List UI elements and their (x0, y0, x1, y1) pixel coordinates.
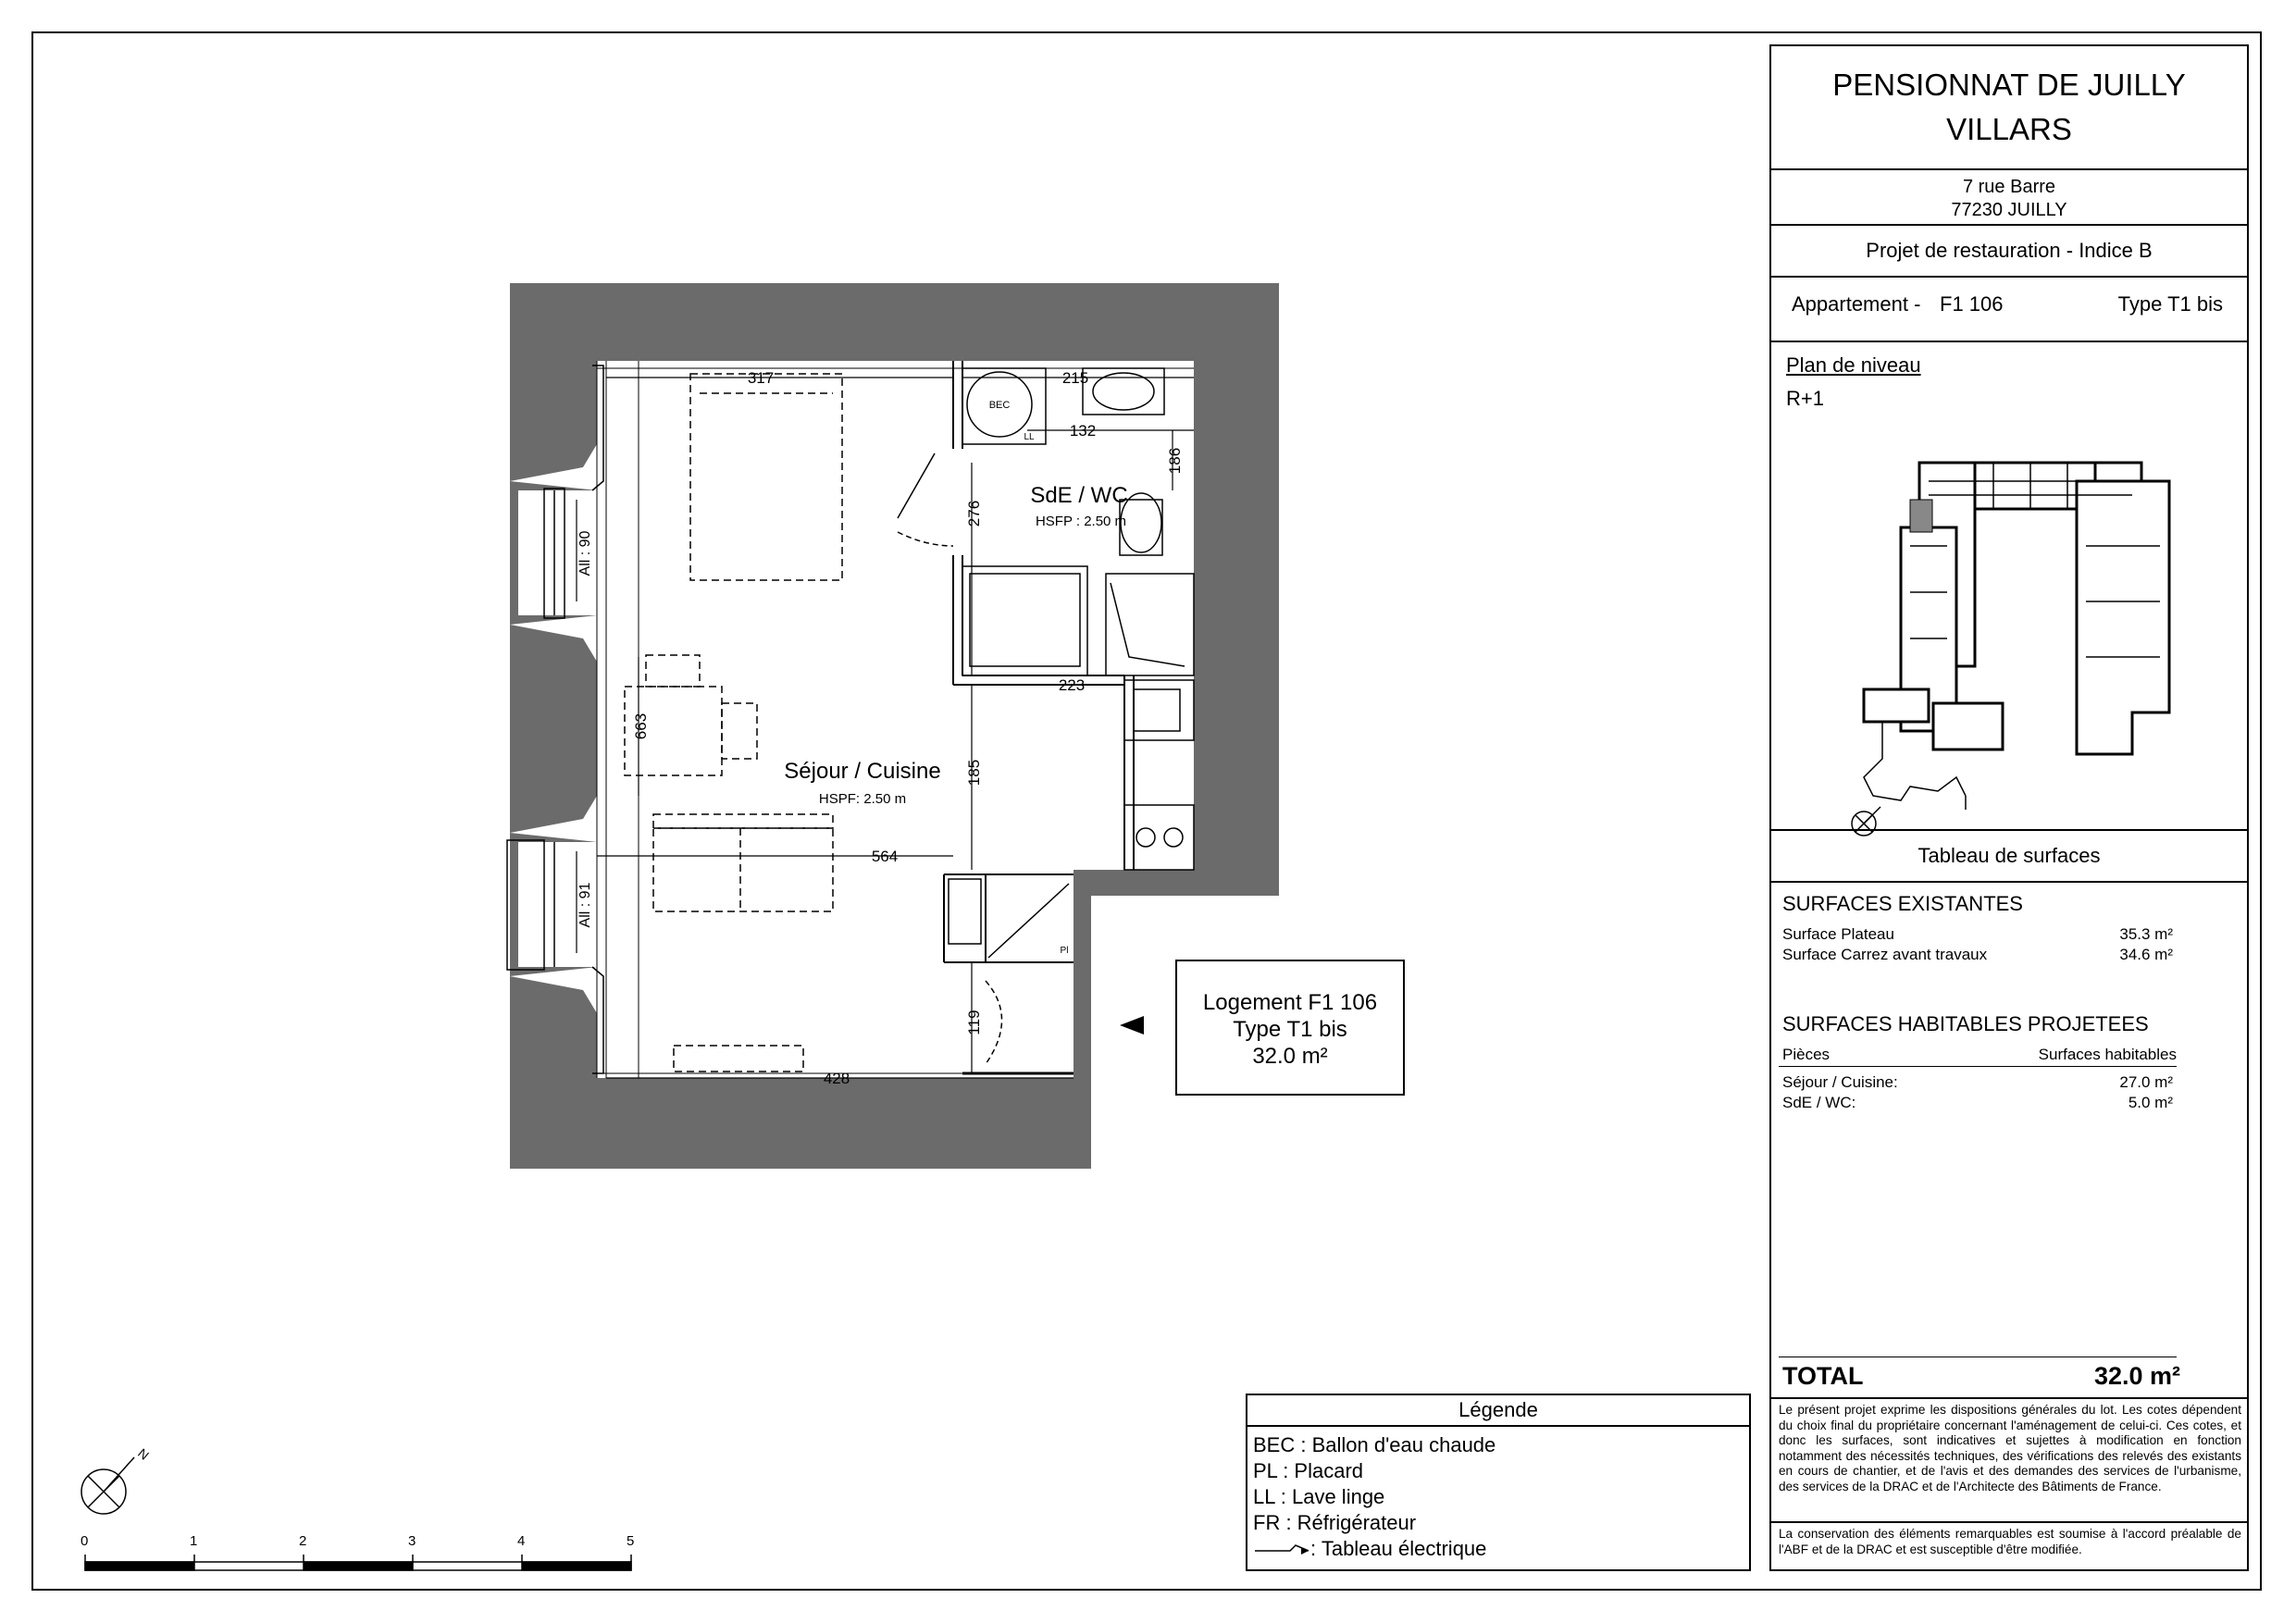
address-row (1771, 170, 2247, 226)
legend-title: Légende (1247, 1395, 1749, 1427)
apartment-label: Appartement - (1792, 292, 1921, 316)
title-block (1769, 44, 2249, 1571)
legend-item: PL : Placard (1253, 1459, 1364, 1482)
existing-row-value: 35.3 m² (2119, 925, 2173, 943)
dim-186: 186 (1166, 447, 1184, 475)
level-label: R+1 (1786, 387, 1824, 410)
dim-all91: All : 91 (577, 882, 593, 928)
sofa (653, 828, 833, 911)
hob-1 (1136, 828, 1155, 847)
project-row (1771, 226, 2247, 278)
divider (1771, 1397, 2247, 1399)
washbasin (1093, 373, 1154, 410)
tableau-electrique (949, 879, 981, 944)
pl-label: Pl (1060, 946, 1069, 956)
surfaces-title: Tableau de surfaces (1917, 844, 2101, 867)
dim-119: 119 (965, 1010, 983, 1035)
existing-row-value: 34.6 m² (2119, 946, 2173, 963)
total-value: 32.0 m² (2093, 1362, 2180, 1390)
dim-all90: All : 90 (577, 530, 593, 576)
divider (1779, 1066, 2177, 1067)
address-line1: 7 rue Barre (1962, 177, 2056, 197)
scale-label: 5 (627, 1533, 635, 1549)
key-plan (1827, 435, 2225, 842)
dim-132: 132 (1069, 422, 1097, 440)
ll-label: LL (1024, 432, 1035, 442)
legend (1246, 1394, 1751, 1571)
projected-heading: SURFACES HABITABLES PROJETEES (1782, 1012, 2149, 1035)
pointer-arrow (1120, 1016, 1144, 1035)
legend-item: BEC : Ballon d'eau chaude (1253, 1433, 1496, 1456)
divider (1771, 1521, 2247, 1523)
room-sejour-height: HSPF: 2.50 m (818, 791, 907, 807)
project-label: Projet de restauration - Indice B (1866, 239, 2153, 262)
scale-bar (85, 1555, 631, 1570)
room-sde-label: SdE / WC (1030, 483, 1128, 508)
projected-row-label: Séjour / Cuisine: (1782, 1073, 1898, 1091)
address-line2: 77230 JUILLY (1951, 200, 2067, 220)
plan-label: Plan de niveau (1786, 353, 1921, 377)
legend-item: LL : Lave linge (1253, 1485, 1385, 1508)
existing-row-label: Surface Carrez avant travaux (1782, 946, 1988, 963)
col-surfaces: Surfaces habitables (2038, 1046, 2177, 1063)
dim-428: 428 (823, 1070, 850, 1087)
title-line2: VILLARS (1946, 112, 2072, 146)
room-sde-height: HSFP : 2.50 m (1035, 514, 1127, 529)
electrical-panel-icon (1253, 1542, 1318, 1556)
dim-223: 223 (1058, 676, 1086, 694)
dim-663: 663 (632, 712, 650, 740)
bench (674, 1046, 803, 1072)
apartment-code: F1 106 (1940, 292, 2004, 316)
logement-line2: Type T1 bis (1233, 1017, 1347, 1042)
col-rooms: Pièces (1782, 1046, 1831, 1063)
dim-564: 564 (871, 848, 899, 865)
dim-215: 215 (1061, 369, 1089, 387)
scale-label: 0 (81, 1533, 89, 1549)
dim-317: 317 (747, 369, 775, 387)
projected-row-label: SdE / WC: (1782, 1094, 1856, 1111)
scale-label: 3 (408, 1533, 416, 1549)
room-sejour-label: Séjour / Cuisine (784, 759, 941, 784)
apartment-type: Type T1 bis (2117, 292, 2223, 316)
bec-label: BEC (988, 400, 1011, 411)
apartment-row (1771, 278, 2247, 342)
logement-box (1175, 960, 1405, 1096)
legend-item: FR : Réfrigérateur (1253, 1511, 1417, 1534)
logement-line1: Logement F1 106 (1202, 990, 1378, 1015)
hob-2 (1164, 828, 1183, 847)
existing-heading: SURFACES EXISTANTES (1782, 892, 2023, 915)
projected-row-value: 27.0 m² (2119, 1073, 2173, 1091)
total-label: TOTAL (1782, 1362, 1864, 1390)
logement-line3: 32.0 m² (1252, 1044, 1328, 1069)
shower (962, 566, 1087, 675)
title-row (1771, 46, 2247, 170)
bed (690, 374, 842, 580)
scale-label: 2 (299, 1533, 307, 1549)
existing-row-label: Surface Plateau (1782, 925, 1894, 943)
surfaces-title-row (1771, 829, 2247, 883)
conservation-note: La conservation des éléments remarquables est soumise à l'accord préalable de l'ABF et de la DRAC et est susceptible d'être modifiée. (1779, 1527, 2241, 1556)
projected-row-value: 5.0 m² (2128, 1094, 2173, 1111)
scale-label: 4 (517, 1533, 526, 1549)
title-line1: PENSIONNAT DE JUILLY (1832, 68, 2186, 102)
scale-label: 1 (190, 1533, 198, 1549)
north-compass-icon (81, 1457, 134, 1514)
dim-276: 276 (965, 500, 983, 527)
dim-185: 185 (965, 759, 983, 787)
walls (510, 283, 1279, 1169)
disclaimer-note: Le présent projet exprime les dispositions générales du lot. Les cotes dépendent du choix final du propriétaire concernant l'aménagement de celui-ci. Ces cotes, et donc les surfaces, sont indicatives et sujettes à modification en fonction notamment des nécessités techniques, des vérifications des relevés des existants en cours de chantier, et de l'avis et des demandes des services de l'urbanisme, des services de la DRAC et de l'Architecte des Bâtiments de France. (1779, 1403, 2241, 1493)
legend-item: : Tableau électrique (1310, 1537, 1487, 1560)
compass-n: N (135, 1445, 153, 1463)
